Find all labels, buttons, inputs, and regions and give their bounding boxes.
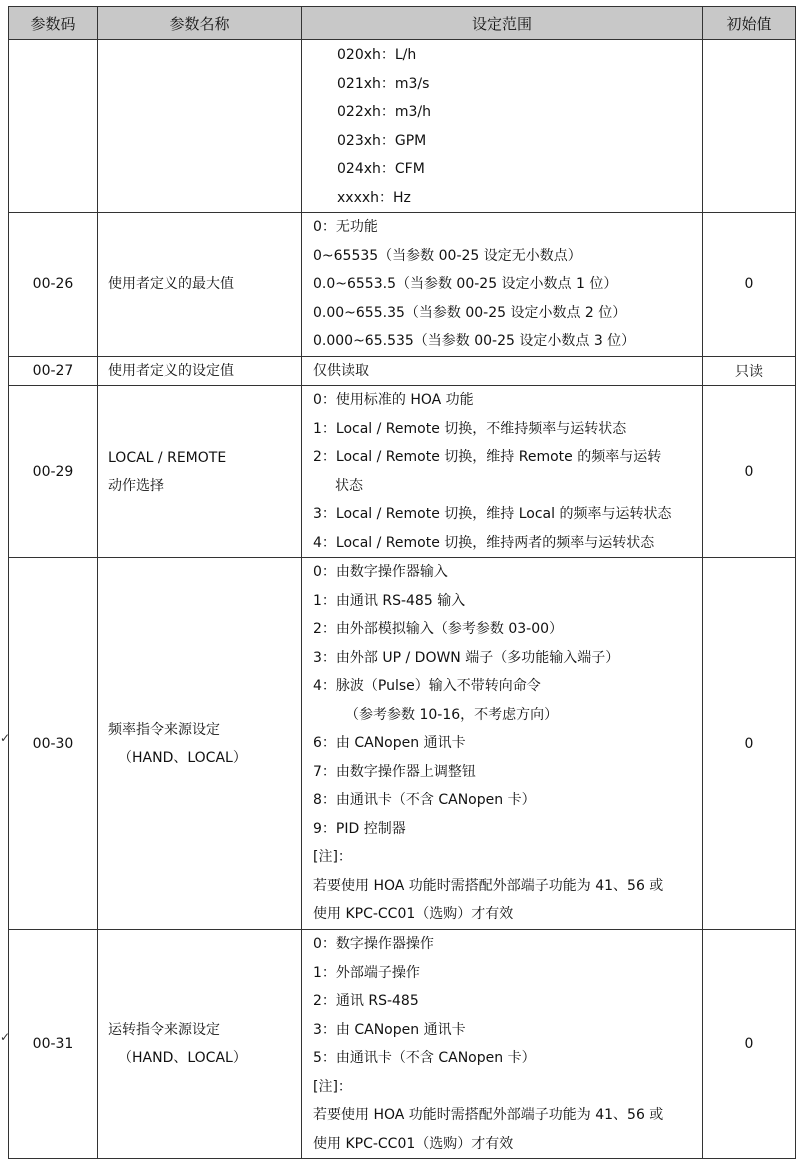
param-range <box>302 558 703 930</box>
table-row <box>9 558 796 930</box>
range-line: 0：数字操作器操作 <box>313 936 434 952</box>
param-code <box>9 40 98 213</box>
table-header-row <box>9 7 796 40</box>
param-code: 00-29 <box>9 386 98 558</box>
param-init <box>703 40 796 213</box>
range-line: 0：无功能 <box>313 219 378 235</box>
param-name-line: LOCAL / REMOTE <box>108 449 227 466</box>
range-line: 020xh：L/h <box>337 47 417 63</box>
range-line: 使用 KPC-CC01（选购）才有效 <box>313 906 514 922</box>
range-line: 2：Local / Remote 切换，维持 Remote 的频率与运转 <box>313 449 662 465</box>
range-line: 4：Local / Remote 切换，维持两者的频率与运转状态 <box>313 534 655 551</box>
param-code: 00-26 <box>9 213 98 357</box>
range-line: 022xh：m3/h <box>337 104 432 120</box>
param-name-line: 使用者定义的设定值 <box>108 362 234 379</box>
param-range <box>302 356 703 386</box>
range-line: 0.000~65.535（当参数 00-25 设定小数点 3 位） <box>313 333 636 349</box>
parameter-table <box>8 6 796 1159</box>
range-line: 3：Local / Remote 切换，维持 Local 的频率与运转状态 <box>313 506 672 522</box>
param-name <box>98 930 302 1159</box>
param-code: 00-31 <box>9 930 98 1159</box>
param-name <box>98 213 302 357</box>
header-init: 初始值 <box>703 7 796 40</box>
range-line: 9：PID 控制器 <box>313 820 406 837</box>
range-line: 3：由外部 UP / DOWN 端子（多功能输入端子） <box>313 649 620 666</box>
table-row <box>9 930 796 1159</box>
param-name-line: （HAND、LOCAL） <box>118 749 247 766</box>
header-code: 参数码 <box>9 7 98 40</box>
range-line: 023xh：GPM <box>337 132 427 149</box>
table-row <box>9 213 796 357</box>
param-name-line: 动作选择 <box>108 477 164 494</box>
param-name-line: 频率指令来源设定 <box>108 721 220 738</box>
range-line: 7：由数字操作器上调整钮 <box>313 763 476 780</box>
range-line: 若要使用 HOA 功能时需搭配外部端子功能为 41、56 或 <box>313 1107 664 1123</box>
param-name <box>98 356 302 386</box>
range-line: （参考参数 10-16，不考虑方向） <box>345 706 559 723</box>
param-code: 00-27 <box>9 356 98 386</box>
range-line: 1：由通讯 RS-485 输入 <box>313 592 466 609</box>
range-line: 0~65535（当参数 00-25 设定无小数点） <box>313 247 582 264</box>
header-name: 参数名称 <box>98 7 302 40</box>
range-line: 1：外部端子操作 <box>313 964 420 981</box>
range-line: 使用 KPC-CC01（选购）才有效 <box>313 1135 514 1152</box>
header-range: 设定范围 <box>302 7 703 40</box>
param-name <box>98 40 302 213</box>
param-init: 0 <box>703 558 796 930</box>
margin-check-mark: ✓ <box>0 731 11 745</box>
range-line: 0.00~655.35（当参数 00-25 设定小数点 2 位） <box>313 304 627 321</box>
param-init: 0 <box>703 930 796 1159</box>
range-line: 1：Local / Remote 切换，不维持频率与运转状态 <box>313 420 627 437</box>
range-line: 0.0~6553.5（当参数 00-25 设定小数点 1 位） <box>313 276 618 292</box>
range-line: 8：由通讯卡（不含 CANopen 卡） <box>313 792 536 808</box>
range-line: 021xh：m3/s <box>337 75 430 92</box>
param-name-line: （HAND、LOCAL） <box>118 1050 247 1066</box>
table-row <box>9 386 796 558</box>
param-range <box>302 386 703 558</box>
range-line: xxxxh：Hz <box>337 189 411 206</box>
range-line: 0：由数字操作器输入 <box>313 564 448 580</box>
table-row <box>9 40 796 213</box>
range-line: 仅供读取 <box>313 362 369 379</box>
param-range <box>302 930 703 1159</box>
range-line: 2：由外部模拟输入（参考参数 03-00） <box>313 621 564 637</box>
param-init: 只读 <box>703 356 796 386</box>
range-line: 4：脉波（Pulse）输入不带转向命令 <box>313 678 541 694</box>
range-line: [注]： <box>313 1078 352 1095</box>
param-name-line: 运转指令来源设定 <box>108 1022 220 1038</box>
table-row <box>9 356 796 386</box>
param-code: 00-30 <box>9 558 98 930</box>
range-line: 6：由 CANopen 通讯卡 <box>313 735 466 751</box>
param-name <box>98 386 302 558</box>
range-line: 024xh：CFM <box>337 161 425 177</box>
param-range <box>302 40 703 213</box>
range-line: 5：由通讯卡（不含 CANopen 卡） <box>313 1050 536 1066</box>
param-name <box>98 558 302 930</box>
range-line: 0：使用标准的 HOA 功能 <box>313 392 474 408</box>
param-init: 0 <box>703 386 796 558</box>
range-line: 3：由 CANopen 通讯卡 <box>313 1021 466 1038</box>
margin-check-mark: ✓ <box>0 1030 11 1044</box>
range-line: 状态 <box>335 477 363 494</box>
range-line: 若要使用 HOA 功能时需搭配外部端子功能为 41、56 或 <box>313 877 664 894</box>
param-name-line: 使用者定义的最大值 <box>108 276 234 293</box>
param-range <box>302 213 703 357</box>
range-line: [注]： <box>313 849 352 865</box>
param-init: 0 <box>703 213 796 357</box>
range-line: 2：通讯 RS-485 <box>313 993 419 1009</box>
